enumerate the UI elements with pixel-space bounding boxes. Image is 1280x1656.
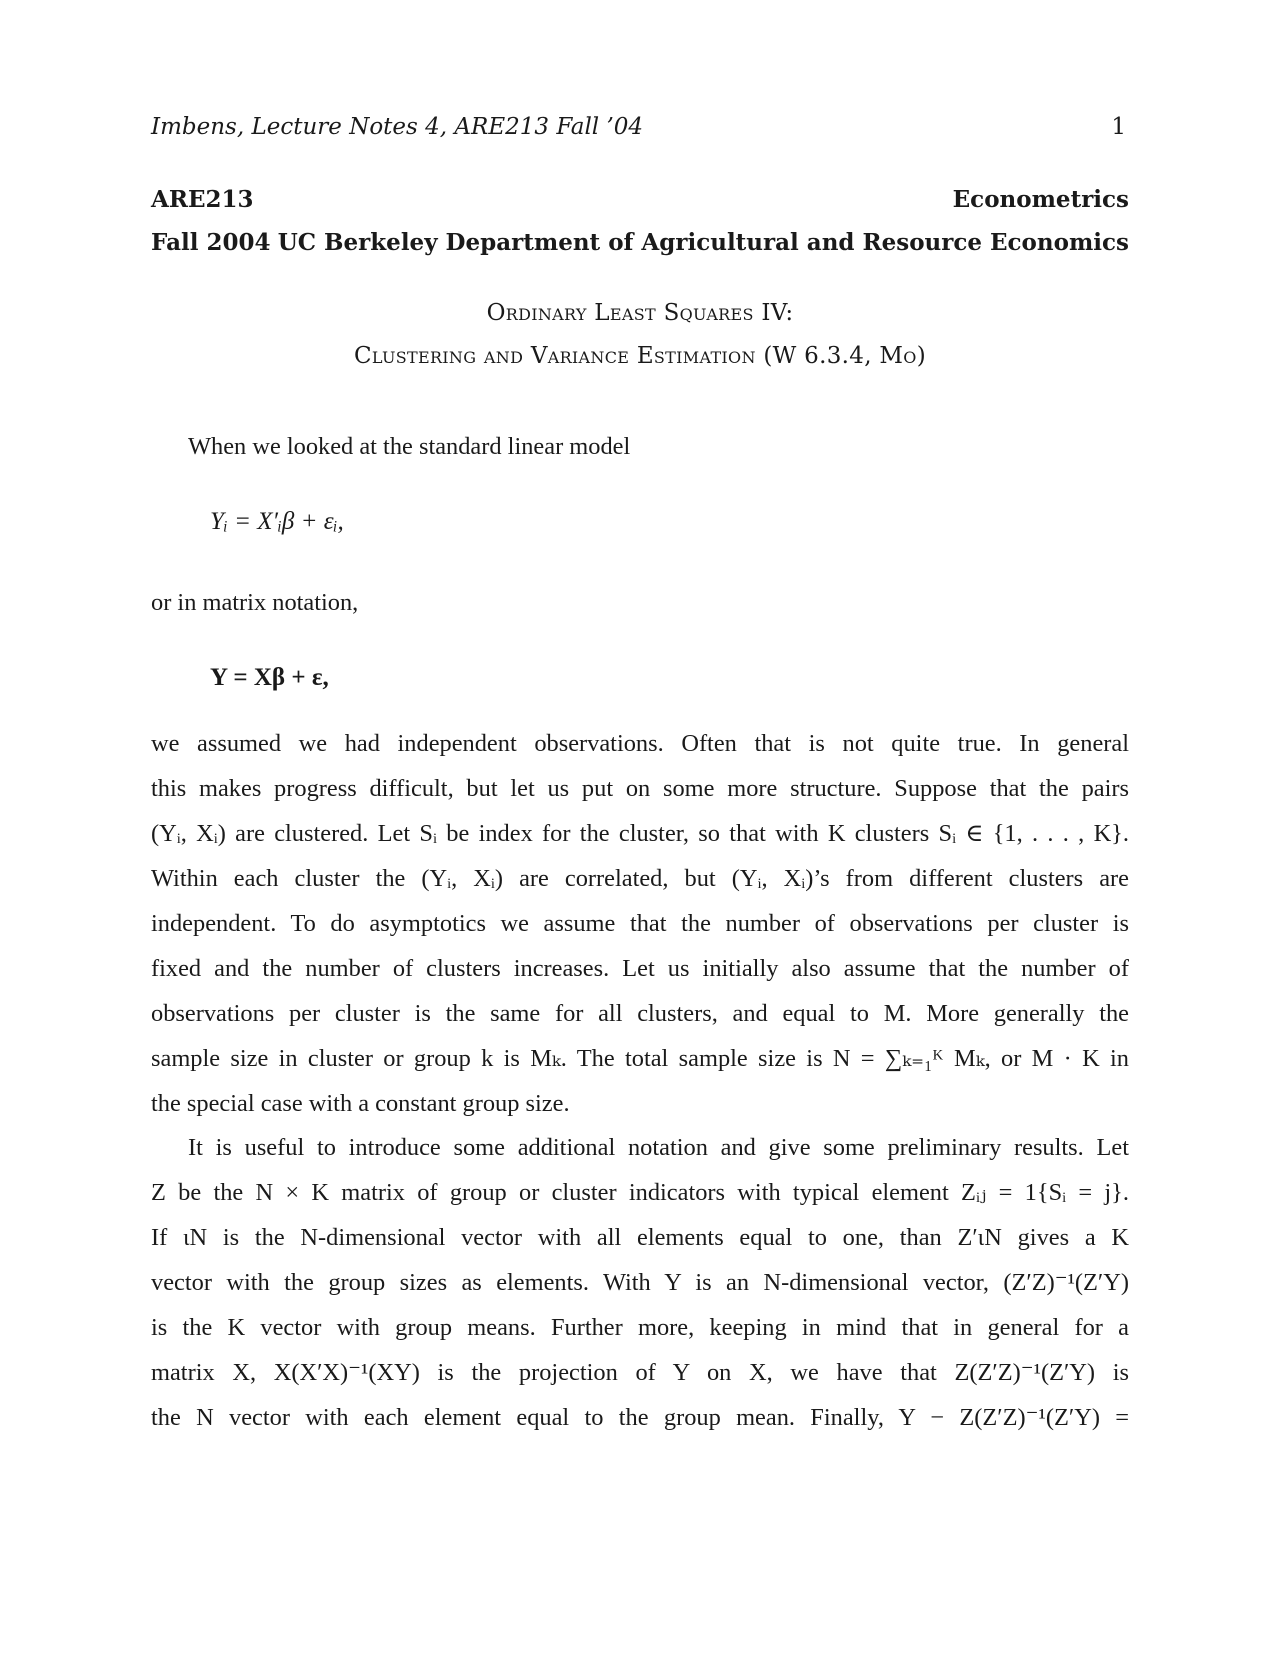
lecture-title-line1: Ordinary Least Squares IV: [486, 300, 794, 326]
intro-sentence: When we looked at the standard linear model [188, 433, 631, 460]
paragraph-notation [151, 1125, 1129, 1440]
paragraph-line: (Yᵢ, Xᵢ) are clustered. Let Sᵢ be index for the cluster, so that with K clusters Sᵢ ∈ {1, . . . , K}. [151, 820, 1129, 847]
paragraph-line: matrix X, X(X′X)⁻¹(XY) is the projection of Y on X, we have that Z(Z′Z)⁻¹(Z′Y) is [151, 1359, 1129, 1386]
paragraph-line: the N vector with each element equal to the group mean. Finally, Y − Z(Z′Z)⁻¹(Z′Y) = [151, 1404, 1129, 1431]
paragraph-line: vector with the group sizes as elements. With Y is an N-dimensional vector, (Z′Z)⁻¹(Z′Y) [151, 1269, 1129, 1296]
paragraph-line: fixed and the number of clusters increases. Let us initially also assume that the number of [151, 955, 1129, 982]
equation-matrix-model: Y = Xβ + ε, [210, 664, 329, 691]
matrix-intro-sentence: or in matrix notation, [151, 589, 359, 616]
course-department: UC Berkeley Department of Agricultural and Resource Economics [277, 229, 1129, 256]
running-header: Imbens, Lecture Notes 4, ARE213 Fall ’04 [151, 114, 644, 140]
paragraph-line: is the K vector with group means. Further more, keeping in mind that in general for a [151, 1314, 1129, 1341]
paragraph-line: this makes progress difficult, but let us put on some more structure. Suppose that the pairs [151, 775, 1129, 802]
paragraph-line: observations per cluster is the same for all clusters, and equal to M. More generally the [151, 1000, 1129, 1027]
equation-linear-model: Yᵢ = X′ᵢβ + εᵢ, [210, 508, 344, 535]
paragraph-line: Z be the N × K matrix of group or cluster indicators with typical element Zᵢⱼ = 1{Sᵢ = j}. [151, 1179, 1129, 1206]
paragraph-line: the special case with a constant group size. [151, 1090, 570, 1117]
paragraph-line: we assumed we had independent observations. Often that is not quite true. In general [151, 730, 1129, 757]
lecture-title-line2: Clustering and Variance Estimation (W 6.3.4, Mo) [354, 343, 926, 369]
course-term: Fall 2004 [151, 229, 271, 256]
course-code: ARE213 [151, 186, 254, 213]
paragraph-line: It is useful to introduce some additional notation and give some preliminary results. Let [188, 1134, 1129, 1161]
paragraph-line: Within each cluster the (Yᵢ, Xᵢ) are correlated, but (Yᵢ, Xᵢ)’s from different clusters are [151, 865, 1129, 892]
paragraph-line: If ιN is the N-dimensional vector with all elements equal to one, than Z′ιN gives a K [151, 1224, 1129, 1251]
page-number: 1 [1111, 114, 1126, 140]
course-subject: Econometrics [952, 186, 1129, 213]
paragraph-line: sample size in cluster or group k is Mₖ. The total sample size is N = ∑ₖ₌₁ᴷ Mₖ, or M · K in [151, 1045, 1129, 1072]
paragraph-line: independent. To do asymptotics we assume that the number of observations per cluster is [151, 910, 1129, 937]
paragraph-clustering [151, 721, 1129, 1126]
